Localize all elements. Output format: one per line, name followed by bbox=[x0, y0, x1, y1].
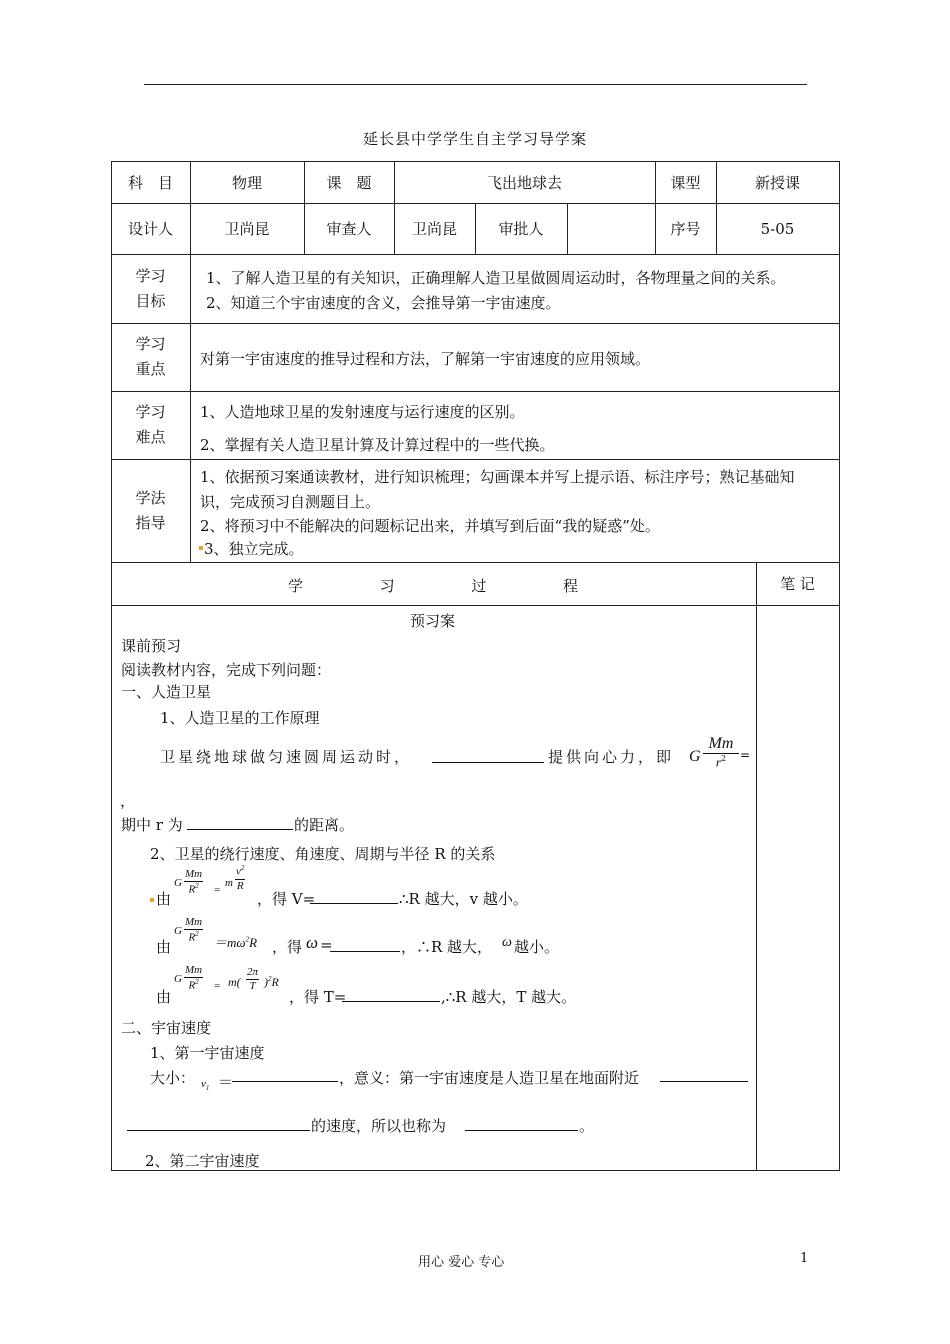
formula-G: G bbox=[689, 748, 701, 765]
principle-text-a: 卫星绕地球做匀速圆周运动时， bbox=[160, 748, 413, 766]
principle-text-b: 提供向心力，即 bbox=[548, 748, 675, 766]
method-line-3: 2、将预习中不能解决的问题标记出来，并填写到后面“我的疑惑”处。 bbox=[200, 517, 660, 535]
topic-label: 课 题 bbox=[326, 173, 372, 192]
difficulty-line-1: 1、人造地球卫星的发射速度与运行速度的区别。 bbox=[200, 403, 525, 421]
designer-label: 设计人 bbox=[127, 220, 173, 238]
eq2-tail-c: 越小。 bbox=[514, 938, 560, 956]
r-text-b: 的距离。 bbox=[294, 816, 355, 834]
formula-fraction: Mm $r^2$ bbox=[703, 735, 739, 770]
blank-first-cosmic-speed[interactable] bbox=[232, 1067, 338, 1082]
cosmic2-title: 2、第二宇宙速度 bbox=[145, 1152, 260, 1170]
blank-meaning[interactable] bbox=[660, 1067, 748, 1082]
footer-slogan: 用心 爱心 专心 bbox=[418, 1255, 505, 1270]
method-label: 学法 指导 bbox=[135, 488, 166, 532]
subject-label: 科 目 bbox=[127, 173, 173, 192]
section-title: 预习案 bbox=[410, 612, 456, 630]
item2-title: 2、卫星的绕行速度、角速度、周期与半径 R 的关系 bbox=[150, 845, 496, 863]
notes-header: 笔 记 bbox=[780, 575, 815, 593]
formula-equals: = bbox=[740, 748, 751, 762]
blank-speed-name[interactable] bbox=[465, 1116, 578, 1131]
pre-study-heading: 课前预习 bbox=[121, 637, 182, 655]
approver-value bbox=[567, 203, 655, 254]
eq1-by: 由 bbox=[156, 890, 172, 908]
anchor-marker bbox=[150, 898, 154, 902]
reviewer-label: 审查人 bbox=[326, 220, 372, 238]
v1-eq: ＝ bbox=[218, 1073, 234, 1091]
goals-line-2: 2、知道三个宇宙速度的含义，会推导第一宇宙速度。 bbox=[206, 294, 561, 312]
part2-title: 二、宇宙速度 bbox=[121, 1019, 212, 1037]
method-line-4: 3、独立完成。 bbox=[204, 540, 304, 558]
eq3-by: 由 bbox=[156, 988, 172, 1006]
serial-label: 序号 bbox=[670, 220, 701, 238]
blank-velocity[interactable] bbox=[310, 889, 398, 904]
subject-value: 物理 bbox=[231, 173, 262, 192]
omega-symbol: ω bbox=[306, 933, 319, 952]
serial-value: 5-05 bbox=[760, 219, 795, 238]
focus-line-1: 对第一宇宙速度的推导过程和方法，了解第一宇宙速度的应用领域。 bbox=[200, 350, 651, 368]
method-line-1: 1、依据预习案通读教材，进行知识梳理；勾画课本并写上提示语、标注序号；熟记基础知 bbox=[200, 468, 795, 486]
eq2-eq: = bbox=[320, 936, 333, 954]
blank-force-provider[interactable] bbox=[432, 748, 544, 763]
eq1-tail-b: ∴R 越大，v 越小。 bbox=[399, 890, 528, 908]
meaning-text: ，意义：第一宇宙速度是人造卫星在地面附近 bbox=[339, 1069, 640, 1087]
item1-title: 1、人造卫星的工作原理 bbox=[160, 709, 320, 727]
comma-line: ， bbox=[120, 792, 136, 810]
top-rule bbox=[144, 84, 807, 85]
speed-text-b: 。 bbox=[579, 1117, 595, 1135]
goals-label: 学习 目标 bbox=[135, 266, 166, 310]
page-title: 延长县中学学生自主学习导学案 bbox=[362, 130, 587, 148]
type-label: 课型 bbox=[670, 173, 701, 192]
omega-symbol-2: ω bbox=[502, 935, 512, 950]
instruction-text: 阅读教材内容，完成下列问题： bbox=[121, 661, 332, 679]
eq1-tail-a: ，得 V= bbox=[257, 890, 316, 908]
eq3-tail-b: ,∴R 越大，T 越大。 bbox=[441, 988, 577, 1006]
goals-line-1: 1、了解人造卫星的有关知识，正确理解人造卫星做圆周运动时，各物理量之间的关系。 bbox=[206, 269, 786, 287]
approver-label: 审批人 bbox=[498, 220, 544, 238]
page-number: 1 bbox=[800, 1251, 809, 1266]
eq2-tail-b: ，∴R 越大， bbox=[401, 938, 493, 956]
blank-period[interactable] bbox=[342, 987, 440, 1002]
blank-speed-type[interactable] bbox=[127, 1116, 310, 1131]
focus-label: 学习 重点 bbox=[135, 335, 166, 378]
process-header: 学 习 过 程 bbox=[288, 577, 578, 595]
blank-r-meaning[interactable] bbox=[187, 815, 293, 830]
difficulty-line-2: 2、掌握有关人造卫星计算及计算过程中的一些代换。 bbox=[200, 436, 555, 454]
part1-title: 一、人造卫星 bbox=[121, 683, 212, 701]
r-text-a: 期中 r 为 bbox=[121, 816, 183, 834]
eq3-tail-a: ，得 T= bbox=[289, 988, 347, 1006]
magnitude-label: 大小： bbox=[150, 1069, 196, 1087]
eq2-tail-a: ，得 bbox=[272, 938, 303, 956]
method-line-2: 识，完成预习自测题目上。 bbox=[200, 493, 381, 511]
cosmic1-title: 1、第一宇宙速度 bbox=[150, 1044, 265, 1062]
designer-value: 卫尚昆 bbox=[224, 220, 270, 238]
blank-omega[interactable] bbox=[330, 937, 400, 952]
eq2-by: 由 bbox=[156, 938, 172, 956]
reviewer-value: 卫尚昆 bbox=[411, 220, 457, 238]
v1-symbol: $v_1$ bbox=[201, 1078, 210, 1093]
type-value: 新授课 bbox=[754, 173, 800, 192]
difficulty-label: 学习 难点 bbox=[135, 403, 166, 446]
topic-value: 飞出地球去 bbox=[486, 173, 562, 192]
speed-text-a: 的速度，所以也称为 bbox=[311, 1117, 447, 1135]
anchor-marker bbox=[199, 546, 203, 550]
